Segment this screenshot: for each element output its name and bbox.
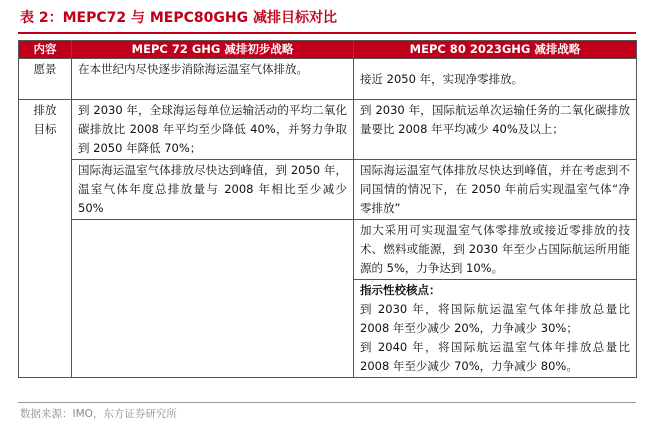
table-header-row [19,41,637,59]
row-label-targets [19,100,72,378]
target3-mepc72-empty-cell [72,220,354,378]
row-label-targets-line2: 目标 [33,122,57,136]
header-mepc80: MEPC 80 2023GHG 减排战略 [354,41,637,59]
checkpoint-2040: 到 2040 年，将国际航运温室气体年排放总量比 2008 年至少减少 70%，力争减少 80%。 [360,340,630,373]
source-note: 数据来源：IMO，东方证券研究所 [20,408,177,420]
table-row-target-2 [19,160,637,220]
target3-mepc80-cell: 加大采用可实现温室气体零排放或接近零排放的技术、燃料或能源，到 2030 年至少占国际航运所用能源的 5%，力争达到 10%。 [354,220,637,280]
target2-mepc72-cell: 国际海运温室气体排放尽快达到峰值，到 2050 年，温室气体年度总排放量与 2008 年相比至少减少 50% [72,160,354,220]
row-label-vision: 愿景 [19,59,72,100]
title-divider [18,32,636,34]
table-row-vision [19,59,637,100]
target1-mepc80-cell: 到 2030 年，国际航运单次运输任务的二氧化碳排放量要比 2008 年平均减少 40%及以上； [354,100,637,160]
footer-divider [18,402,636,403]
vision-mepc72-cell: 在本世纪内尽快逐步消除海运温室气体排放。 [72,59,354,100]
header-content: 内容 [19,41,72,59]
checkpoint-2030: 到 2030 年，将国际航运温室气体年排放总量比 2008 年至少减少 20%，力争减少 30%； [360,302,630,335]
table-row-target-3 [19,220,637,280]
table-title: 表 2：MEPC72 与 MEPC80GHG 减排目标对比 [20,10,337,26]
target4-mepc80-cell [354,280,637,378]
target2-mepc80-cell: 国际海运温室气体排放尽快达到峰值，并在考虑到不同国情的情况下，在 2050 年前后实现温室气体“净零排放” [354,160,637,220]
table-row-target-1 [19,100,637,160]
row-label-targets-line1: 排放 [33,103,57,117]
header-mepc72: MEPC 72 GHG 减排初步战略 [72,41,354,59]
comparison-table [18,40,637,378]
target1-mepc72-cell: 到 2030 年，全球海运每单位运输活动的平均二氧化碳排放比 2008 年平均至少降低 40%，并努力争取到 2050 年降低 70%； [72,100,354,160]
vision-mepc80-cell: 接近 2050 年，实现净零排放。 [354,59,637,100]
checkpoint-heading: 指示性校核点： [360,283,441,297]
